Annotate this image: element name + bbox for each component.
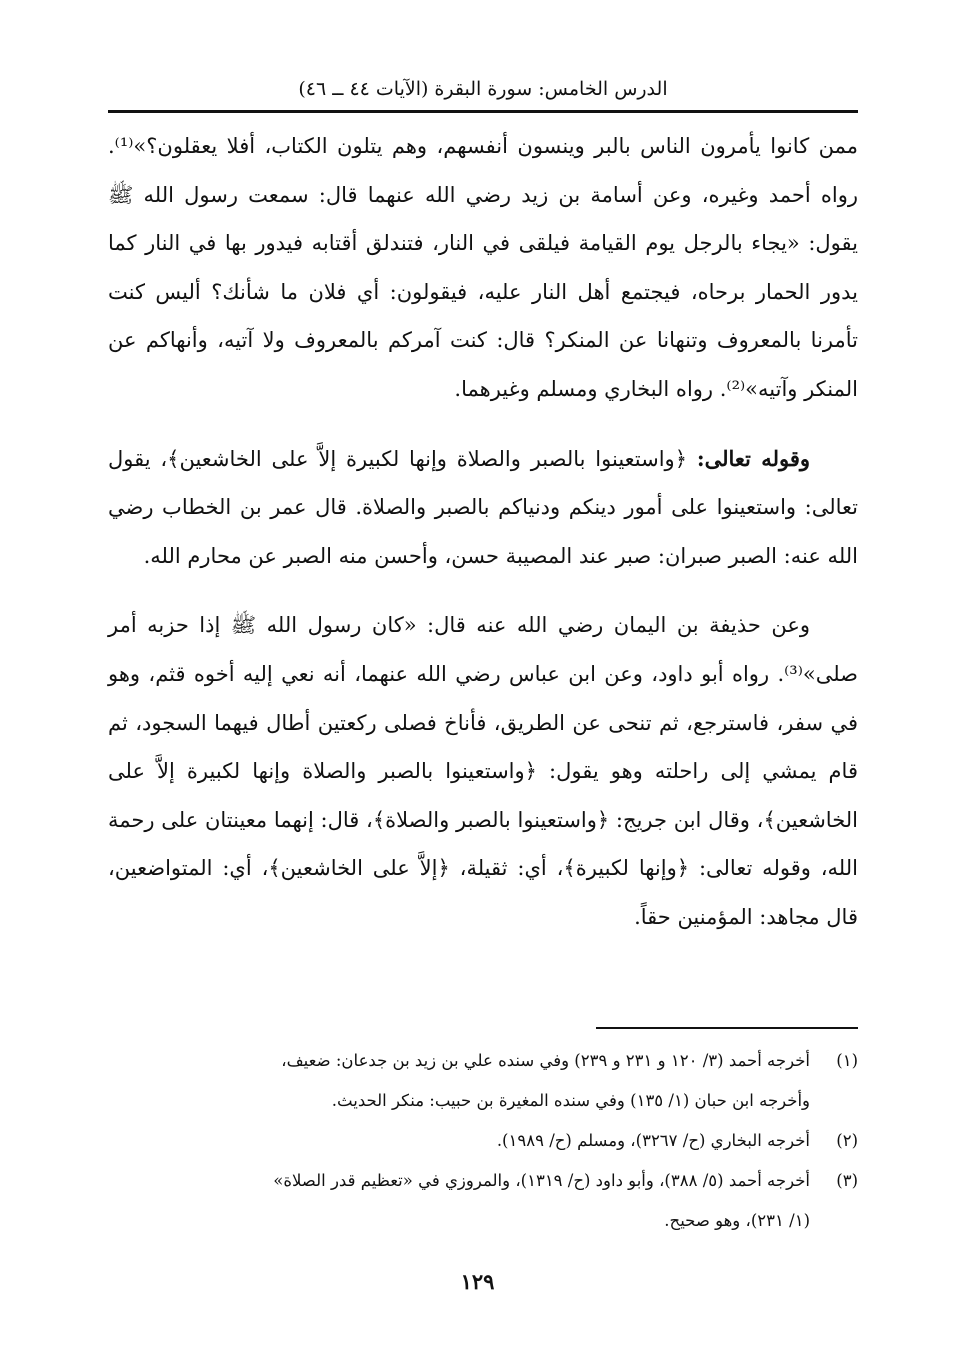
footnote-number: (٣) (836, 1171, 858, 1190)
footnote-number: (١) (836, 1051, 858, 1070)
footnote-line: (١/ ٢٣١)، وهو صحيح. (664, 1211, 810, 1230)
footnote-line: أخرجه أحمد (٥/ ٣٨٨)، وأبو داود (ح/ ١٣١٩)، والمروزي في «تعظيم قدر الصلاة» (273, 1171, 810, 1190)
paragraph-lead: وقوله تعالى: (696, 445, 810, 471)
footnote-text (108, 1041, 810, 1121)
footnote-2 (108, 1121, 858, 1161)
main-text (108, 122, 858, 942)
running-header: الدرس الخامس: سورة البقرة (الآيات ٤٤ ــ ٤٦) (108, 74, 858, 113)
footnote-line: وأخرجه ابن حبان (١/ ١٣٥) وفي سنده المغيرة بن حبيب: منكر الحديث. (331, 1091, 810, 1110)
footnote-number: (٢) (836, 1131, 858, 1150)
footnote-text (108, 1121, 810, 1161)
footnotes (108, 1041, 858, 1241)
paragraph-hadith: ممن كانوا يأمرون الناس بالبر وينسون أنفسهم، وهم يتلون الكتاب، أفلا يعقلون؟»⁽¹⁾. رواه أحمد وغيره، وعن أسامة بن زيد رضي الله عنهما قال: سمعت رسول الله ﷺ يقول: «يجاء بالرجل يوم القيامة فيلقى في النار، فتندلق أقتابه فيدور بها في النار كما يدور الحمار برحاه، فيجتمع أهل النار عليه، فيقولون: أي فلان ما شأنك؟ أليس كنت تأمرنا بالمعروف وتنهانا عن المنكر؟ قال: كنت آمركم بالمعروف ولا آتيه، وأنهاكم عن المنكر وآتيه»⁽²⁾. رواه البخاري ومسلم وغيرهما. (108, 134, 858, 401)
paragraph-body: ﴿واستعينوا بالصبر والصلاة وإنها لكبيرة إلاَّ على الخاشعين﴾، يقول تعالى: واستعينوا على أمور دينكم ودنياكم بالصبر والصلاة. قال عمر بن الخطاب رضي الله عنه: الصبر صبران: صبر عند المصيبة حسن، وأحسن منه الصبر عن محارم الله. (108, 446, 858, 568)
footnote-line: أخرجه أحمد (٣/ ١٢٠ و ٢٣١ و ٢٣٩) وفي سنده علي بن زيد بن جدعان: ضعيف، (281, 1051, 810, 1070)
footnote-line: أخرجه البخاري (ح/ ٣٢٦٧)، ومسلم (ح/ ١٩٨٩). (496, 1131, 810, 1150)
footnote-text (108, 1161, 810, 1241)
paragraph-hudhayfa: وعن حذيفة بن اليمان رضي الله عنه قال: «كان رسول الله ﷺ إذا حزبه أمر صلى»⁽³⁾. رواه أبو داود، وعن ابن عباس رضي الله عنهما، أنه نعي إليه أخوه قثم، وهو في سفر، فاسترجع، ثم تنحى عن الطريق، فأناخ فصلى ركعتين أطال فيهما السجود، ثم قام يمشي إلى راحلته وهو يقول: ﴿واستعينوا بالصبر والصلاة وإنها لكبيرة إلاَّ على الخاشعين﴾، وقال ابن جريج: ﴿واستعينوا بالصبر والصلاة﴾، قال: إنهما معينتان على رحمة الله، وقوله تعالى: ﴿وإنها لكبيرة﴾، أي: ثقيلة، ﴿إلاَّ على الخاشعين﴾، أي: المتواضعين، قال مجاهد: المؤمنين حقاً. (108, 613, 858, 929)
paragraph-verse-commentary (108, 435, 858, 581)
footnote-1 (108, 1041, 858, 1121)
footnote-3 (108, 1161, 858, 1241)
page-number: ١٢٩ (460, 1269, 495, 1294)
footnote-separator (596, 1027, 858, 1029)
